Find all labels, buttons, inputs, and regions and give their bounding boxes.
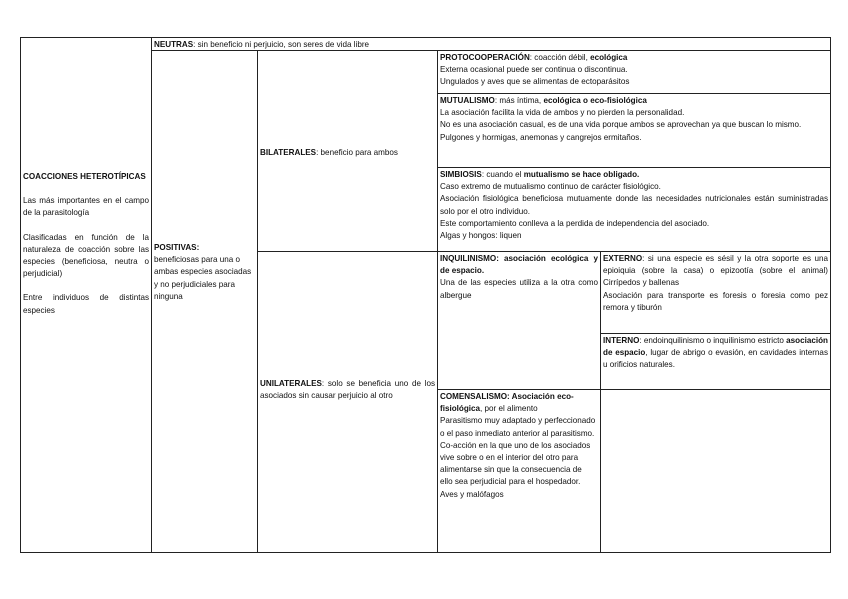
mutualismo-line: No es una asociación casual, es de una vida porque ambos se aprovechan ya que buscan lo mismo. bbox=[440, 120, 802, 130]
comensalismo-text: , por el alimento bbox=[480, 404, 538, 414]
inquilinismo-cell bbox=[438, 252, 600, 316]
interno-cell bbox=[601, 334, 830, 389]
externo-label: EXTERNO bbox=[603, 254, 643, 263]
comensalismo-label: COMENSALISMO: Asociación eco-fisiológica bbox=[440, 392, 574, 414]
table-border-right bbox=[830, 37, 831, 553]
neutras-cell bbox=[152, 38, 829, 50]
mutualismo-bold: ecológica o eco-fisiológica bbox=[543, 96, 647, 105]
interno-text: : endoinquilinismo o inquilinismo estricto bbox=[639, 336, 787, 345]
protocooperacion-label: PROTOCOOPERACIÓN bbox=[440, 53, 530, 62]
protocooperacion-bold: ecológica bbox=[590, 53, 628, 62]
interno-text: , lugar de abrigo o evasión, en cavidades internas u orificios naturales. bbox=[603, 348, 828, 370]
coacciones-title: COACCIONES HETEROTÍPICAS bbox=[23, 172, 146, 181]
left-column-cell bbox=[21, 170, 151, 380]
positivas-text: beneficiosas para una o ambas especies asociadas y no perjudiciales para ninguna bbox=[154, 255, 252, 301]
parasitology-note: Las más importantes en el campo de la parasitología bbox=[23, 196, 149, 218]
externo-text: : si una especie es sésil y la otra soporte es una epioiquia (sobre la casa) o epizootía (sobre el animal) Cirrípedos y ballenas bbox=[603, 254, 828, 288]
mutualismo-text: : más íntima, bbox=[494, 96, 544, 105]
simbiosis-line: Algas y hongos: liquen bbox=[440, 231, 522, 241]
simbiosis-line: Caso extremo de mutualismo continuo de carácter fisiológico. bbox=[440, 182, 661, 192]
mutualismo-line: La asociación facilita la vida de ambos y no pierden la personalidad. bbox=[440, 108, 685, 118]
mutualismo-label: MUTUALISMO bbox=[440, 96, 495, 105]
bilaterales-label: BILATERALES bbox=[260, 148, 317, 157]
individuals-note: Entre individuos de distintas especies bbox=[23, 293, 149, 315]
unilaterales-cell bbox=[258, 377, 437, 417]
simbiosis-line: Este comportamiento conlleva a la perdida de independencia del asociado. bbox=[440, 218, 710, 228]
bilaterales-cell bbox=[258, 146, 437, 160]
externo-cell bbox=[601, 252, 830, 333]
comensalismo-cell bbox=[438, 390, 598, 552]
bilaterales-text: : beneficio para ambos bbox=[316, 148, 398, 157]
unilaterales-label: UNILATERALES bbox=[260, 379, 322, 388]
interno-label: INTERNO bbox=[603, 336, 640, 345]
inquilinismo-text: Una de las especies utiliza a la otra como albergue bbox=[440, 278, 598, 300]
externo-line: Asociación para transporte es foresis o foresia como pez remora y tiburón bbox=[603, 290, 828, 312]
positivas-cell bbox=[152, 241, 257, 321]
neutras-label: NEUTRAS bbox=[154, 40, 194, 49]
comensalismo-line: Co-acción en la que uno de los asociados vive sobre o en el interior del otro para alimentarse sin que la consecuencia de ello sea perjudicial para el hospedador. bbox=[440, 440, 591, 487]
simbiosis-label: SIMBIOSIS bbox=[440, 170, 482, 179]
protocooperacion-line: Externa ocasional puede ser continua o discontinua. bbox=[440, 65, 628, 75]
mutualismo-line: Pulgones y hormigas, anemonas y cangrejos ermitaños. bbox=[440, 132, 642, 142]
inquilinismo-label: INQUILINISMO: asociación ecológica y de espacio. bbox=[440, 254, 598, 276]
classification-note: Clasificadas en función de la naturaleza de coacción sobre las especies (beneficiosa, neutra o perjudicial) bbox=[23, 232, 149, 279]
simbiosis-bold: mutualismo se hace obligado. bbox=[523, 170, 640, 179]
simbiosis-line: Asociación fisiológica beneficiosa mutuamente donde las necesidades nutricionales están suministradas solo por el otro individuo. bbox=[440, 194, 828, 216]
positivas-label: POSITIVAS: bbox=[154, 243, 200, 252]
table-border-bottom bbox=[20, 552, 830, 553]
comensalismo-line: Aves y malófagos bbox=[440, 489, 504, 499]
neutras-text: : sin beneficio ni perjuicio, son seres de vida libre bbox=[193, 40, 370, 49]
simbiosis-text: : cuando el bbox=[481, 170, 524, 179]
protocooperacion-line: Ungulados y aves que se alimentas de ectoparásitos bbox=[440, 77, 630, 87]
protocooperacion-cell bbox=[438, 51, 830, 93]
comensalismo-line: Parasitismo muy adaptado y perfeccionado o el paso inmediato anterior al parasitismo. bbox=[440, 416, 596, 438]
unilaterales-text: : solo se beneficia uno de los asociados sin causar perjuicio al otro bbox=[260, 379, 435, 401]
col-divider-2 bbox=[257, 50, 258, 553]
simbiosis-cell bbox=[438, 168, 830, 251]
mutualismo-cell bbox=[438, 94, 830, 167]
protocooperacion-text: : coacción débil, bbox=[529, 53, 591, 62]
interno-bold: asociación de espacio bbox=[603, 336, 828, 358]
